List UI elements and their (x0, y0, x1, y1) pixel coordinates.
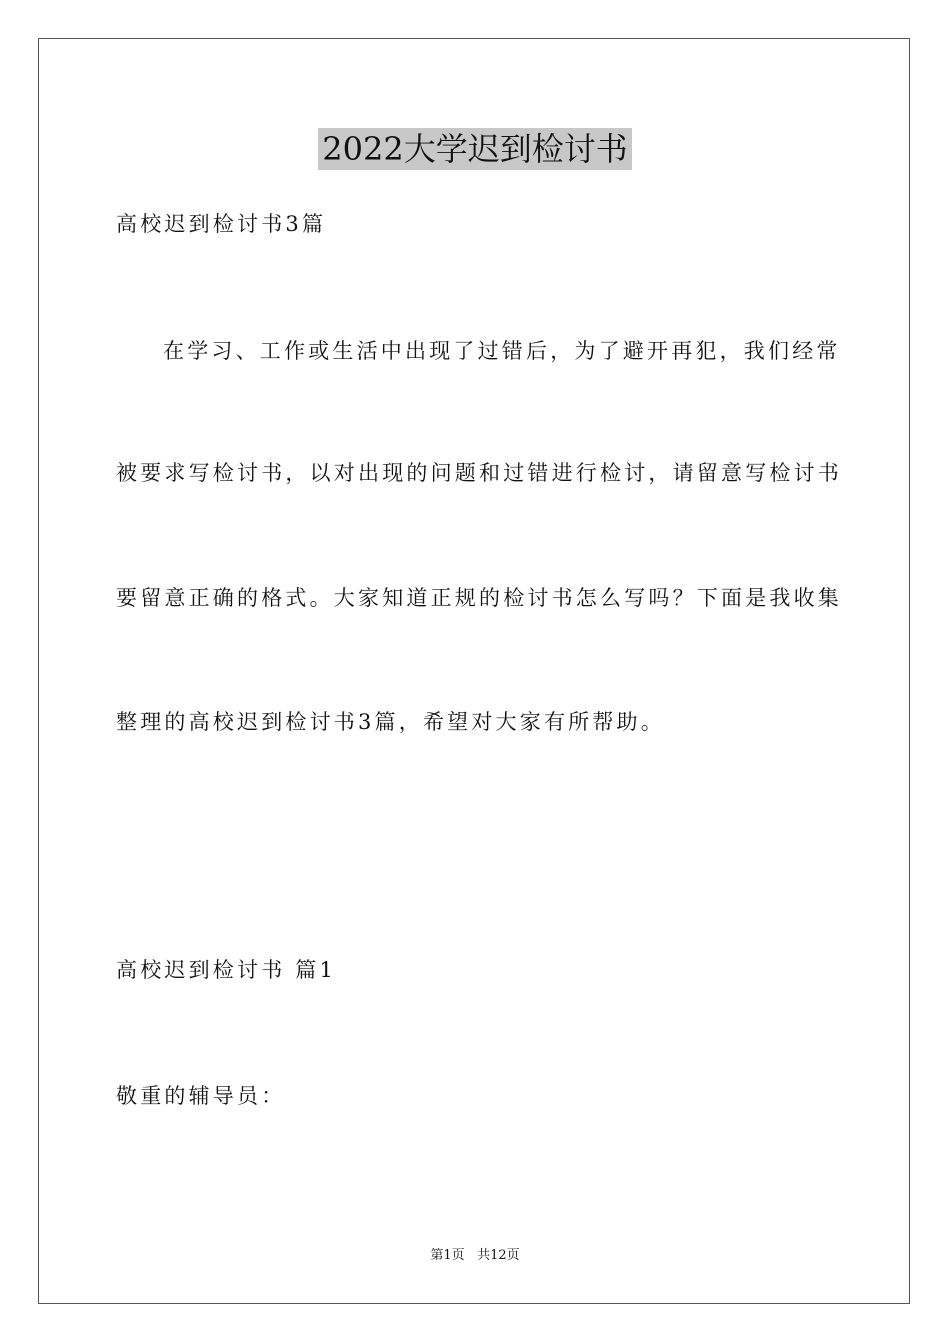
intro-line-3: 要留意正确的格式。大家知道正规的检讨书怎么写吗？下面是我收集 (116, 586, 842, 610)
intro-line-2: 被要求写检讨书，以对出现的问题和过错进行检讨，请留意写检讨书 (116, 461, 842, 485)
document-title: 2022大学迟到检讨书 (318, 128, 631, 170)
salutation: 敬重的辅导员： (116, 1084, 286, 1108)
intro-line-4: 整理的高校迟到检讨书3篇，希望对大家有所帮助。 (116, 710, 665, 734)
page-footer (0, 1248, 950, 1264)
title-container (0, 128, 950, 170)
document-subtitle: 高校迟到检讨书3篇 (116, 212, 327, 236)
intro-line-1: 在学习、工作或生活中出现了过错后，为了避开再犯，我们经常 (163, 339, 841, 363)
page-total: 共12页 (477, 1248, 520, 1263)
page-number: 第1页 (430, 1248, 465, 1263)
section-heading: 高校迟到检讨书 篇1 (116, 958, 337, 982)
